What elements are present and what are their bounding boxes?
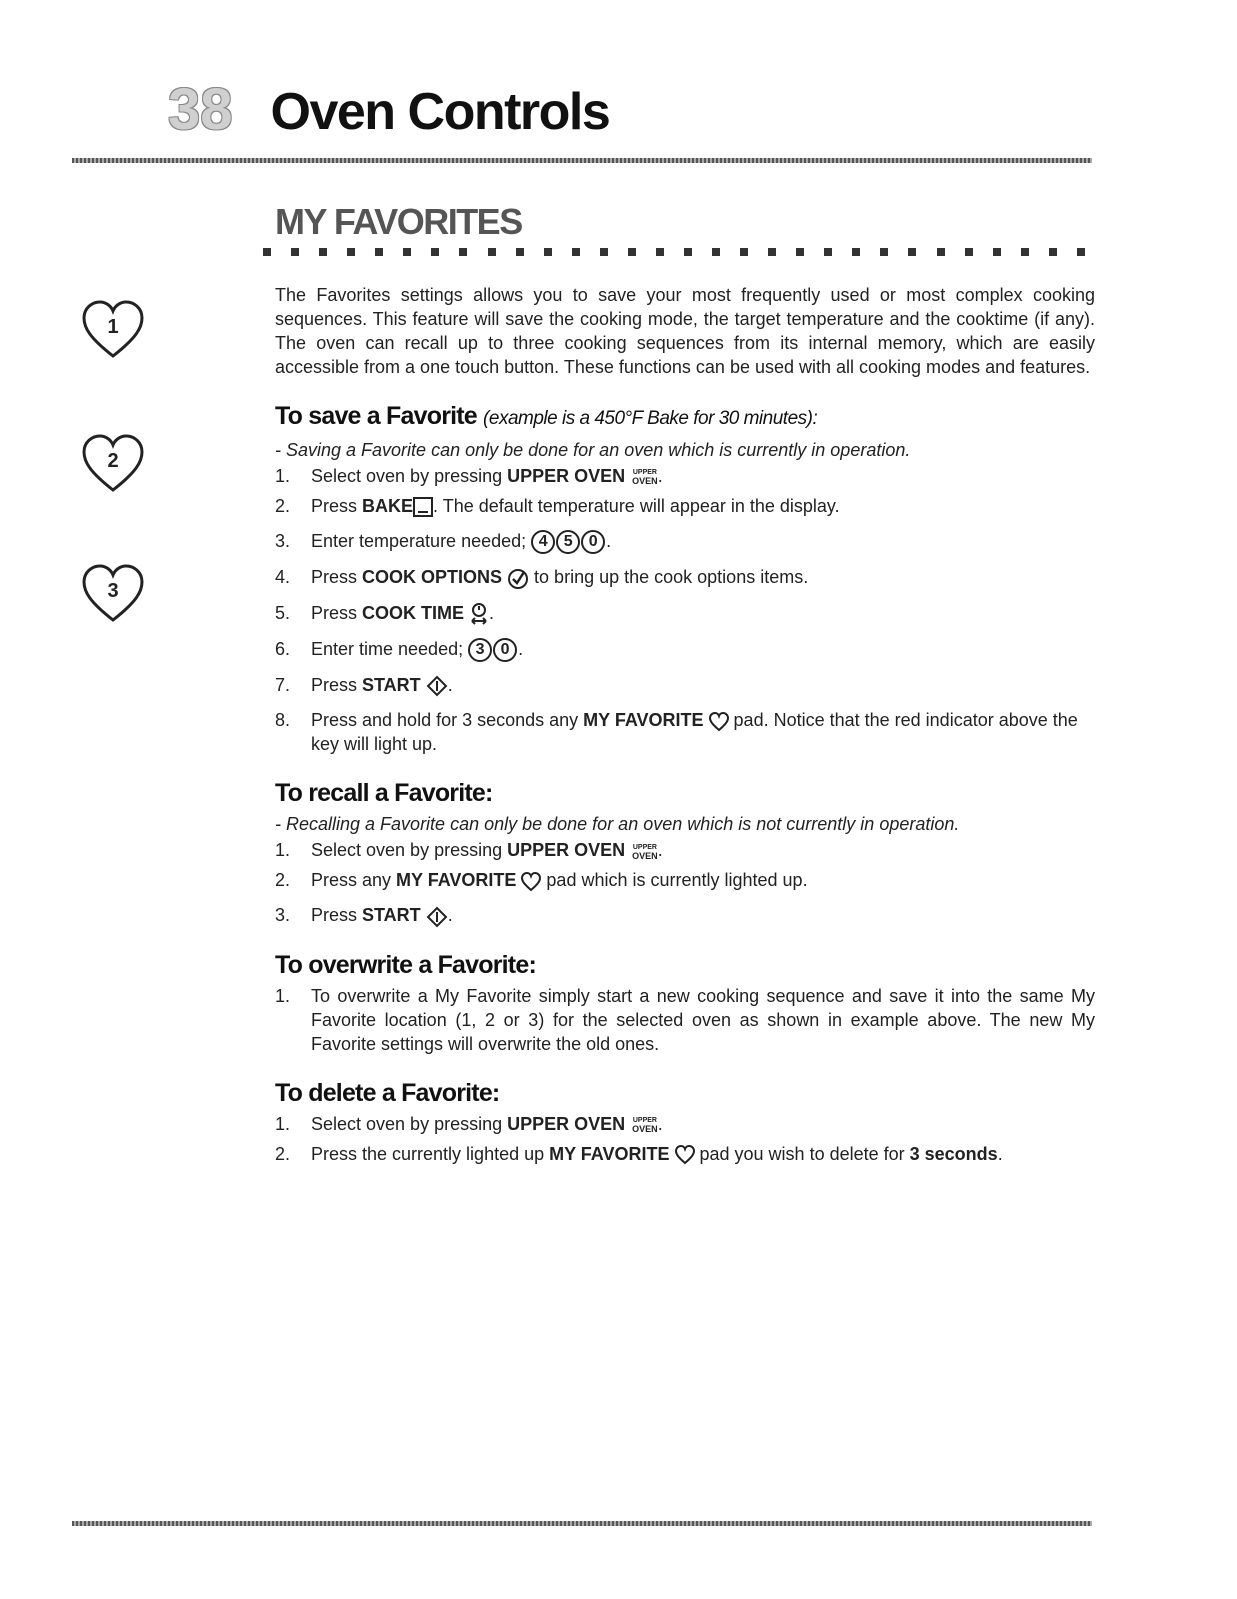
upper-oven-key: UPPER OVEN: [507, 840, 626, 861]
dot-divider: [263, 248, 1085, 256]
heart-3-label: 3: [107, 580, 119, 602]
my-favorite-key: MY FAVORITE: [549, 1143, 670, 1164]
digit-4-key: 4: [531, 530, 555, 554]
intro-paragraph: The Favorites settings allows you to save your most frequently used or most complex cooking sequences. This feature will save the cooking mode, the target temperature and the cooktime (if any). The oven can recall up to three cooking sequences from its internal memory, which are easily accessible from a one touch button. These functions can be used with all cooking modes and features.: [275, 285, 1095, 377]
list-item: 1. Select oven by pressing UPPER OVEN UPPER OVEN .: [275, 840, 663, 861]
main-heading: MY FAVORITES: [275, 201, 522, 242]
start-diamond-icon: [426, 675, 448, 697]
heart-1-icon: [80, 298, 146, 362]
list-item: 1. Select oven by pressing UPPER OVEN UPPER OVEN .: [275, 1113, 663, 1134]
heart-icon: [709, 712, 729, 732]
page-header: [168, 76, 609, 143]
start-key: START: [362, 675, 421, 695]
list-item: 3. Press START .: [275, 903, 1095, 927]
section-title: Oven Controls: [270, 83, 610, 141]
heart-icon: [675, 1145, 695, 1165]
list-item: 1. Select oven by pressing UPPER OVEN UPPER OVEN .: [275, 466, 663, 487]
list-item: 4. Press COOK OPTIONS to bring up the cook options items.: [275, 565, 1095, 589]
list-item: 2. Press the currently lighted up MY FAVORITE pad you wish to delete for 3 seconds.: [275, 1143, 1003, 1164]
list-item: 3. Enter temperature needed; 4 5 0 .: [275, 529, 1095, 554]
heart-3-icon: [80, 562, 146, 626]
upper-oven-icon: UPPER OVEN: [632, 469, 658, 487]
list-item: 2. Press any MY FAVORITE pad which is currently lighted up.: [275, 870, 808, 891]
upper-oven-key: UPPER OVEN: [507, 1113, 626, 1134]
overwrite-steps: [275, 984, 1095, 1056]
bake-icon: [413, 497, 433, 517]
save-steps: [275, 464, 1095, 756]
top-divider: [72, 158, 1092, 163]
heading-block: [275, 200, 1095, 256]
overwrite-heading: To overwrite a Favorite:: [275, 950, 536, 979]
digit-0-key: 0: [581, 530, 605, 554]
save-note: - Saving a Favorite can only be done for an oven which is currently in operation.: [275, 440, 911, 460]
recall-heading: To recall a Favorite:: [275, 779, 493, 808]
page-number: 38: [168, 77, 233, 142]
list-item: 6. Enter time needed; 3 0 .: [275, 637, 1095, 662]
digit-0-key: 0: [493, 638, 517, 662]
list-item: 8. Press and hold for 3 seconds any MY FAVORITE pad. Notice that the red indicator above the key will light up.: [275, 710, 1078, 755]
digit-3-key: 3: [468, 638, 492, 662]
heart-2-label: 2: [107, 450, 119, 472]
clock-arrows-icon: [469, 602, 489, 626]
recall-note: - Recalling a Favorite can only be done for an oven which is not currently in operation.: [275, 814, 960, 835]
start-key: START: [362, 905, 421, 926]
cook-options-key: COOK OPTIONS: [362, 567, 503, 588]
delete-steps: [275, 1112, 1095, 1166]
start-diamond-icon: [426, 906, 448, 928]
heart-1-label: 1: [107, 316, 119, 338]
checkmark-circle-icon: [507, 568, 529, 590]
list-item: 2. Press BAKE . The default temperature will appear in the display.: [275, 496, 840, 516]
save-heading: To save a Favorite (example is a 450°F Bake for 30 minutes):: [275, 402, 818, 430]
my-favorite-key: MY FAVORITE: [583, 710, 704, 731]
upper-oven-key: UPPER OVEN: [507, 466, 626, 486]
main-content: [275, 283, 1095, 1177]
bake-key: BAKE: [362, 496, 414, 516]
heart-icon: [521, 872, 541, 892]
save-example: (example is a 450°F Bake for 30 minutes):: [483, 408, 818, 429]
list-item: 1. To overwrite a My Favorite simply start a new cooking sequence and save it into the same My Favorite location (1, 2 or 3) for the selected oven as shown in example above. The new My Favorite settings will overwrite the old ones.: [275, 985, 1095, 1054]
bottom-divider: [72, 1521, 1092, 1526]
list-item: 7. Press START .: [275, 673, 1095, 697]
delete-heading: To delete a Favorite:: [275, 1078, 500, 1107]
upper-oven-icon: UPPER OVEN: [632, 1116, 658, 1134]
cook-time-key: COOK TIME: [362, 602, 465, 623]
digit-5-key: 5: [556, 530, 580, 554]
upper-oven-icon: UPPER OVEN: [632, 843, 658, 861]
my-favorite-key: MY FAVORITE: [396, 870, 517, 891]
heart-2-icon: [80, 432, 146, 496]
list-item: 5. Press COOK TIME .: [275, 601, 1095, 626]
recall-steps: [275, 838, 1095, 927]
